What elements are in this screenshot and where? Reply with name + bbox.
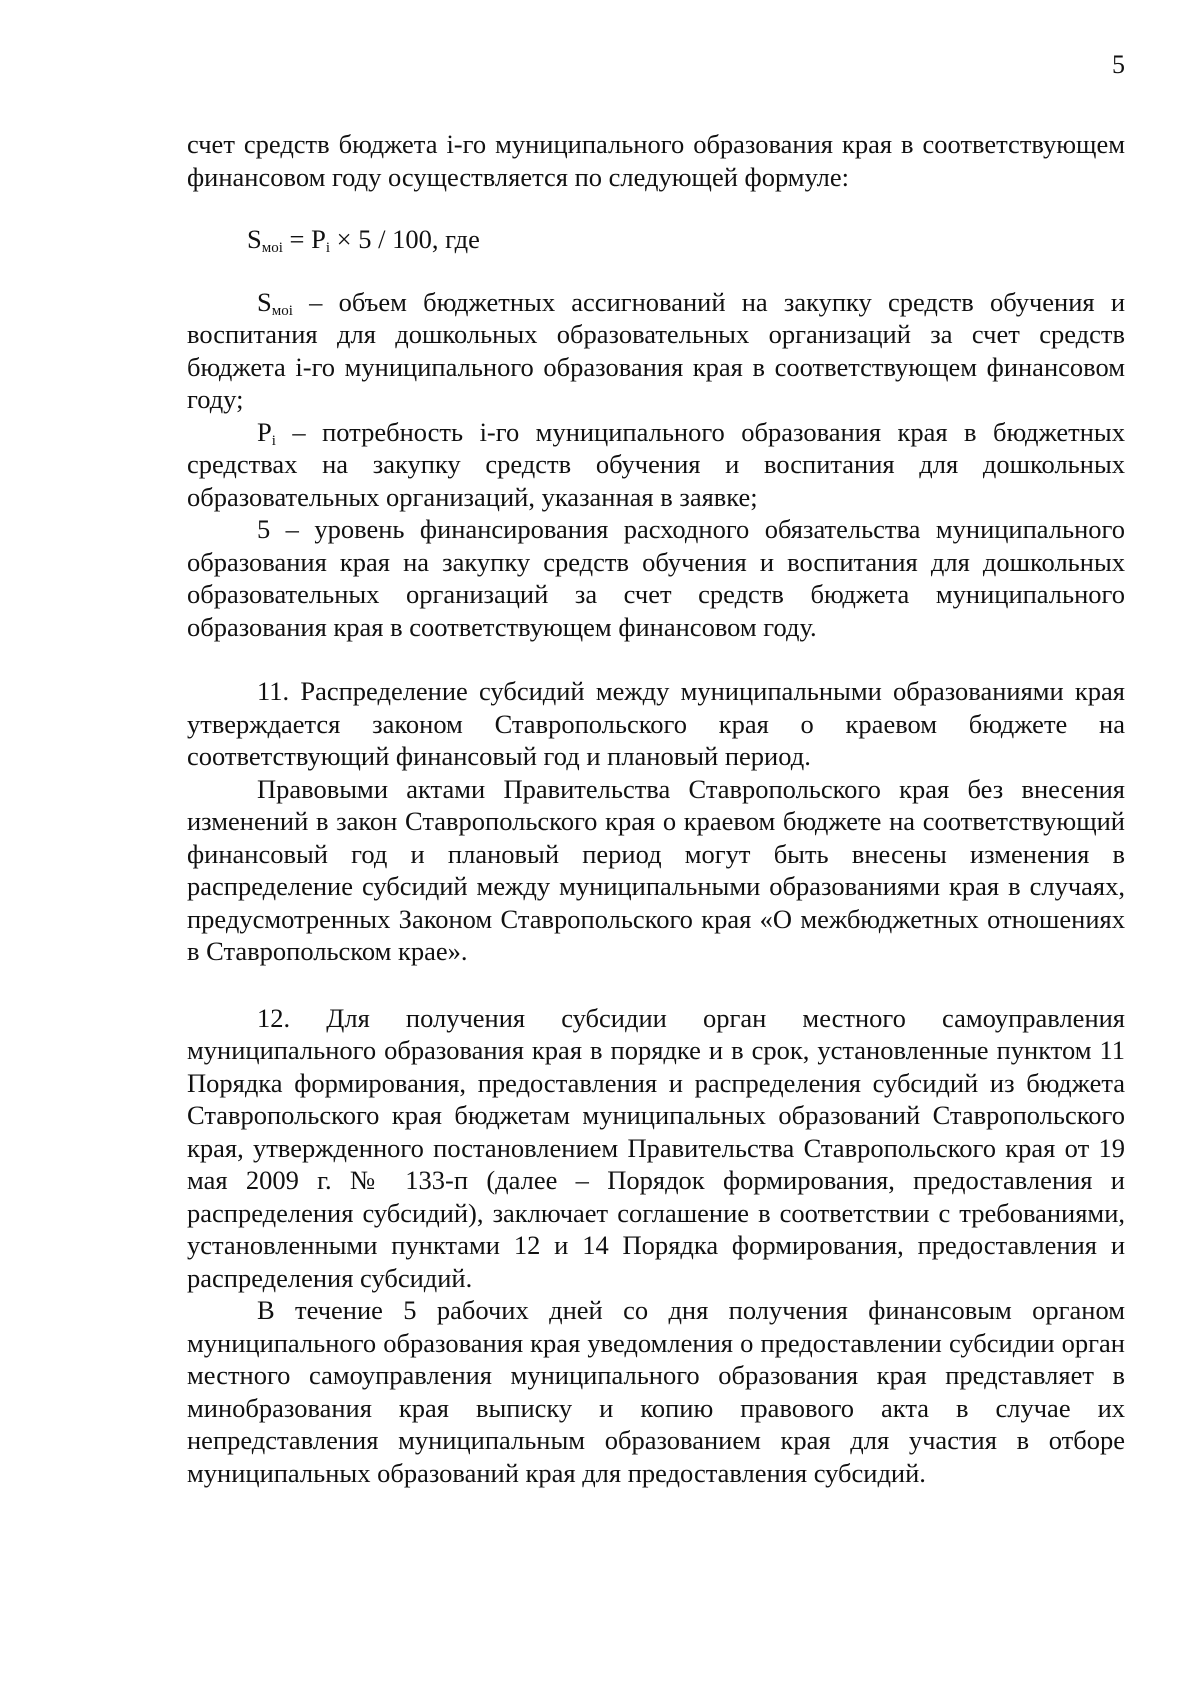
formula-equals: = P (282, 224, 326, 254)
paragraph-11-continued: Правовыми актами Правительства Ставропольского края без внесения изменений в закон Ставропольского края о краевом бюджете на соответствующий финансовый год и плановый период могут быть внесены изменения в распределение субсидий между муниципальными образованиями края в случаях, предусмотренных Законом Ставропольского края «О межбюджетных отношениях в Ставропольском крае». (187, 773, 1125, 966)
definition-5: 5 – уровень финансирования расходного обязательства муниципального образования края на закупку средств обучения и воспитания для дошкольных образовательных организаций за счет средств бюджета муниципального образования края в соответствующем финансовом году. (187, 514, 1125, 642)
formula-p-subscript: i (325, 240, 331, 256)
definition-s-subscript: моi (271, 302, 293, 319)
intro-paragraph: счет средств бюджета i-го муниципального образования края в соответствующем финансовом году осуществляется по следующей формуле: (187, 129, 1125, 192)
formula-rest: × 5 / 100, где (330, 224, 480, 254)
paragraph-12: 12. Для получения субсидии орган местного самоуправления муниципального образования края в порядке и в срок, установленные пунктом 11 Порядка формирования, предоставления и распределения субсидий из бюджета Ставропольского края бюджетам муниципальных образований Ставропольского края, утвержденного постановлением Правительства Ставропольского края от 19 мая 2009 г. № 133-п (далее – Порядок формирования, предоставления и распределения субсидий), заключает соглашение в соответствии с требованиями, установленными пунктами 12 и 14 Порядка формирования, предоставления и распределения субсидий. (187, 1002, 1125, 1293)
definition-s (187, 286, 1125, 416)
page-number: 5 (1112, 50, 1125, 79)
definition-s-symbol: S (257, 286, 272, 317)
definition-p-subscript: i (271, 432, 276, 449)
document-body (187, 128, 1125, 1489)
definition-s-text: – объем бюджетных ассигнований на закупку средств обучения и воспитания для дошкольных образовательных организаций за счет средств бюджета i-го муниципального образования края в соответствующем финансовом году; (187, 286, 1125, 414)
definition-p-symbol: P (257, 416, 272, 447)
paragraph-11: 11. Распределение субсидий между муниципальными образованиями края утверждается законом Ставропольского края о краевом бюджете на соответствующий финансовый год и плановый период. (187, 676, 1125, 771)
paragraph-12-continued: В течение 5 рабочих дней со дня получения финансовым органом муниципального образования края уведомления о предоставлении субсидии орган местного самоуправления муниципального образования края представляет в минобразования края выписку и копию правового акта в случае их непредставления муниципальным образованием края для участия в отборе муниципальных образований края для предоставления субсидий. (187, 1295, 1125, 1488)
formula-lhs: S (247, 224, 262, 254)
formula-lhs-subscript: моi (261, 240, 283, 256)
formula (247, 223, 1125, 256)
definition-p (187, 416, 1125, 514)
definition-p-text: – потребность i-го муниципального образования края в бюджетных средствах на закупку средств обучения и воспитания для дошкольных образовательных организаций, указанная в заявке; (187, 416, 1125, 512)
